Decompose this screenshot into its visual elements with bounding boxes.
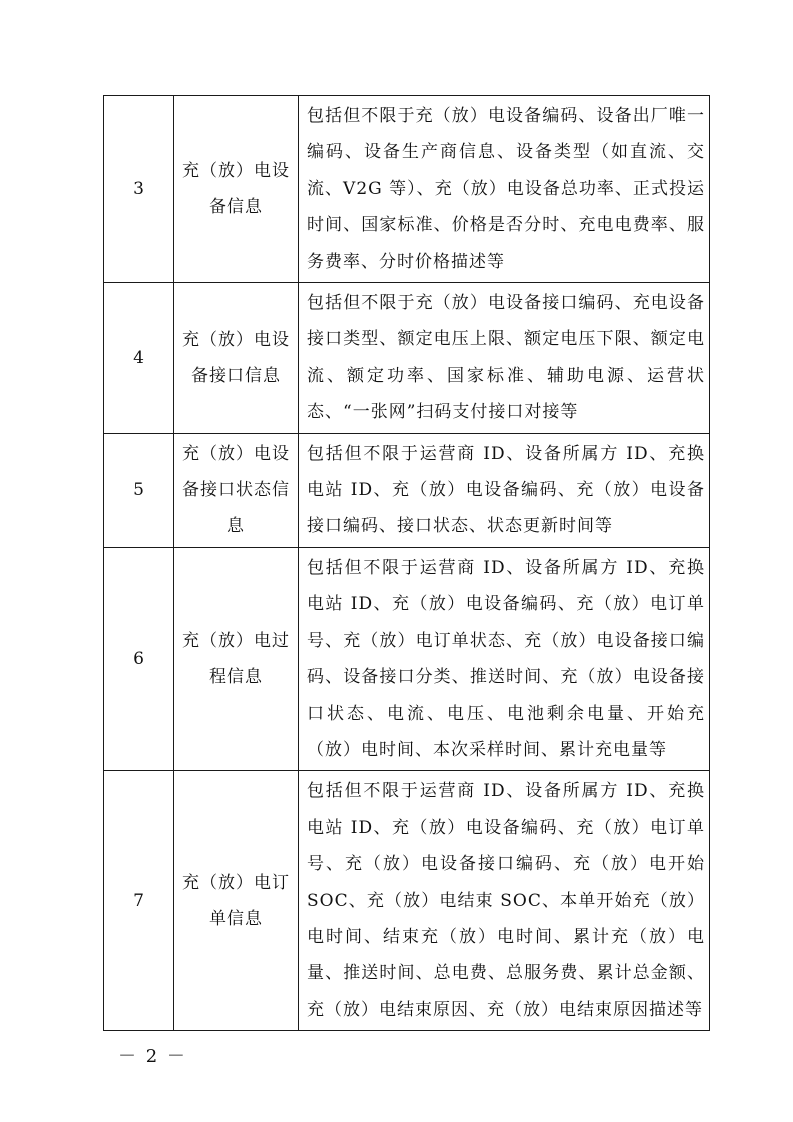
row-number: 3 <box>104 96 174 283</box>
row-number: 5 <box>104 433 174 547</box>
table-row <box>104 96 710 283</box>
table-row <box>104 771 710 1031</box>
row-category: 充（放）电设备接口信息 <box>174 283 299 434</box>
row-category: 充（放）电设备接口状态信息 <box>174 433 299 547</box>
row-description: 包括但不限于运营商 ID、设备所属方 ID、充换电站 ID、充（放）电设备编码、充（放）电订单号、充（放）电设备接口编码、充（放）电开始 SOC、充（放）电结束 SOC、本单开始充（放）电时间、结束充（放）电时间、累计充（放）电量、推送时间、总电费、总服务费、累计总金额、充（放）电结束原因、充（放）电结束原因描述等 <box>299 771 710 1031</box>
table-row <box>104 283 710 434</box>
row-category: 充（放）电设备信息 <box>174 96 299 283</box>
table-row <box>104 433 710 547</box>
row-number: 6 <box>104 547 174 770</box>
table-row <box>104 547 710 770</box>
row-number: 4 <box>104 283 174 434</box>
row-description: 包括但不限于运营商 ID、设备所属方 ID、充换电站 ID、充（放）电设备编码、充（放）电设备接口编码、接口状态、状态更新时间等 <box>299 433 710 547</box>
page-number: － 2 － <box>118 1046 187 1067</box>
row-description: 包括但不限于充（放）电设备接口编码、充电设备接口类型、额定电压上限、额定电压下限、额定电流、额定功率、国家标准、辅助电源、运营状态、“一张网”扫码支付接口对接等 <box>299 283 710 434</box>
row-category: 充（放）电订单信息 <box>174 771 299 1031</box>
info-table <box>103 95 710 1031</box>
row-description: 包括但不限于充（放）电设备编码、设备出厂唯一编码、设备生产商信息、设备类型（如直流、交流、V2G 等）、充（放）电设备总功率、正式投运时间、国家标准、价格是否分时、充电电费率、服务费率、分时价格描述等 <box>299 96 710 283</box>
row-number: 7 <box>104 771 174 1031</box>
row-description: 包括但不限于运营商 ID、设备所属方 ID、充换电站 ID、充（放）电设备编码、充（放）电订单号、充（放）电订单状态、充（放）电设备接口编码、设备接口分类、推送时间、充（放）电设备接口状态、电流、电压、电池剩余电量、开始充（放）电时间、本次采样时间、累计充电量等 <box>299 547 710 770</box>
row-category: 充（放）电过程信息 <box>174 547 299 770</box>
